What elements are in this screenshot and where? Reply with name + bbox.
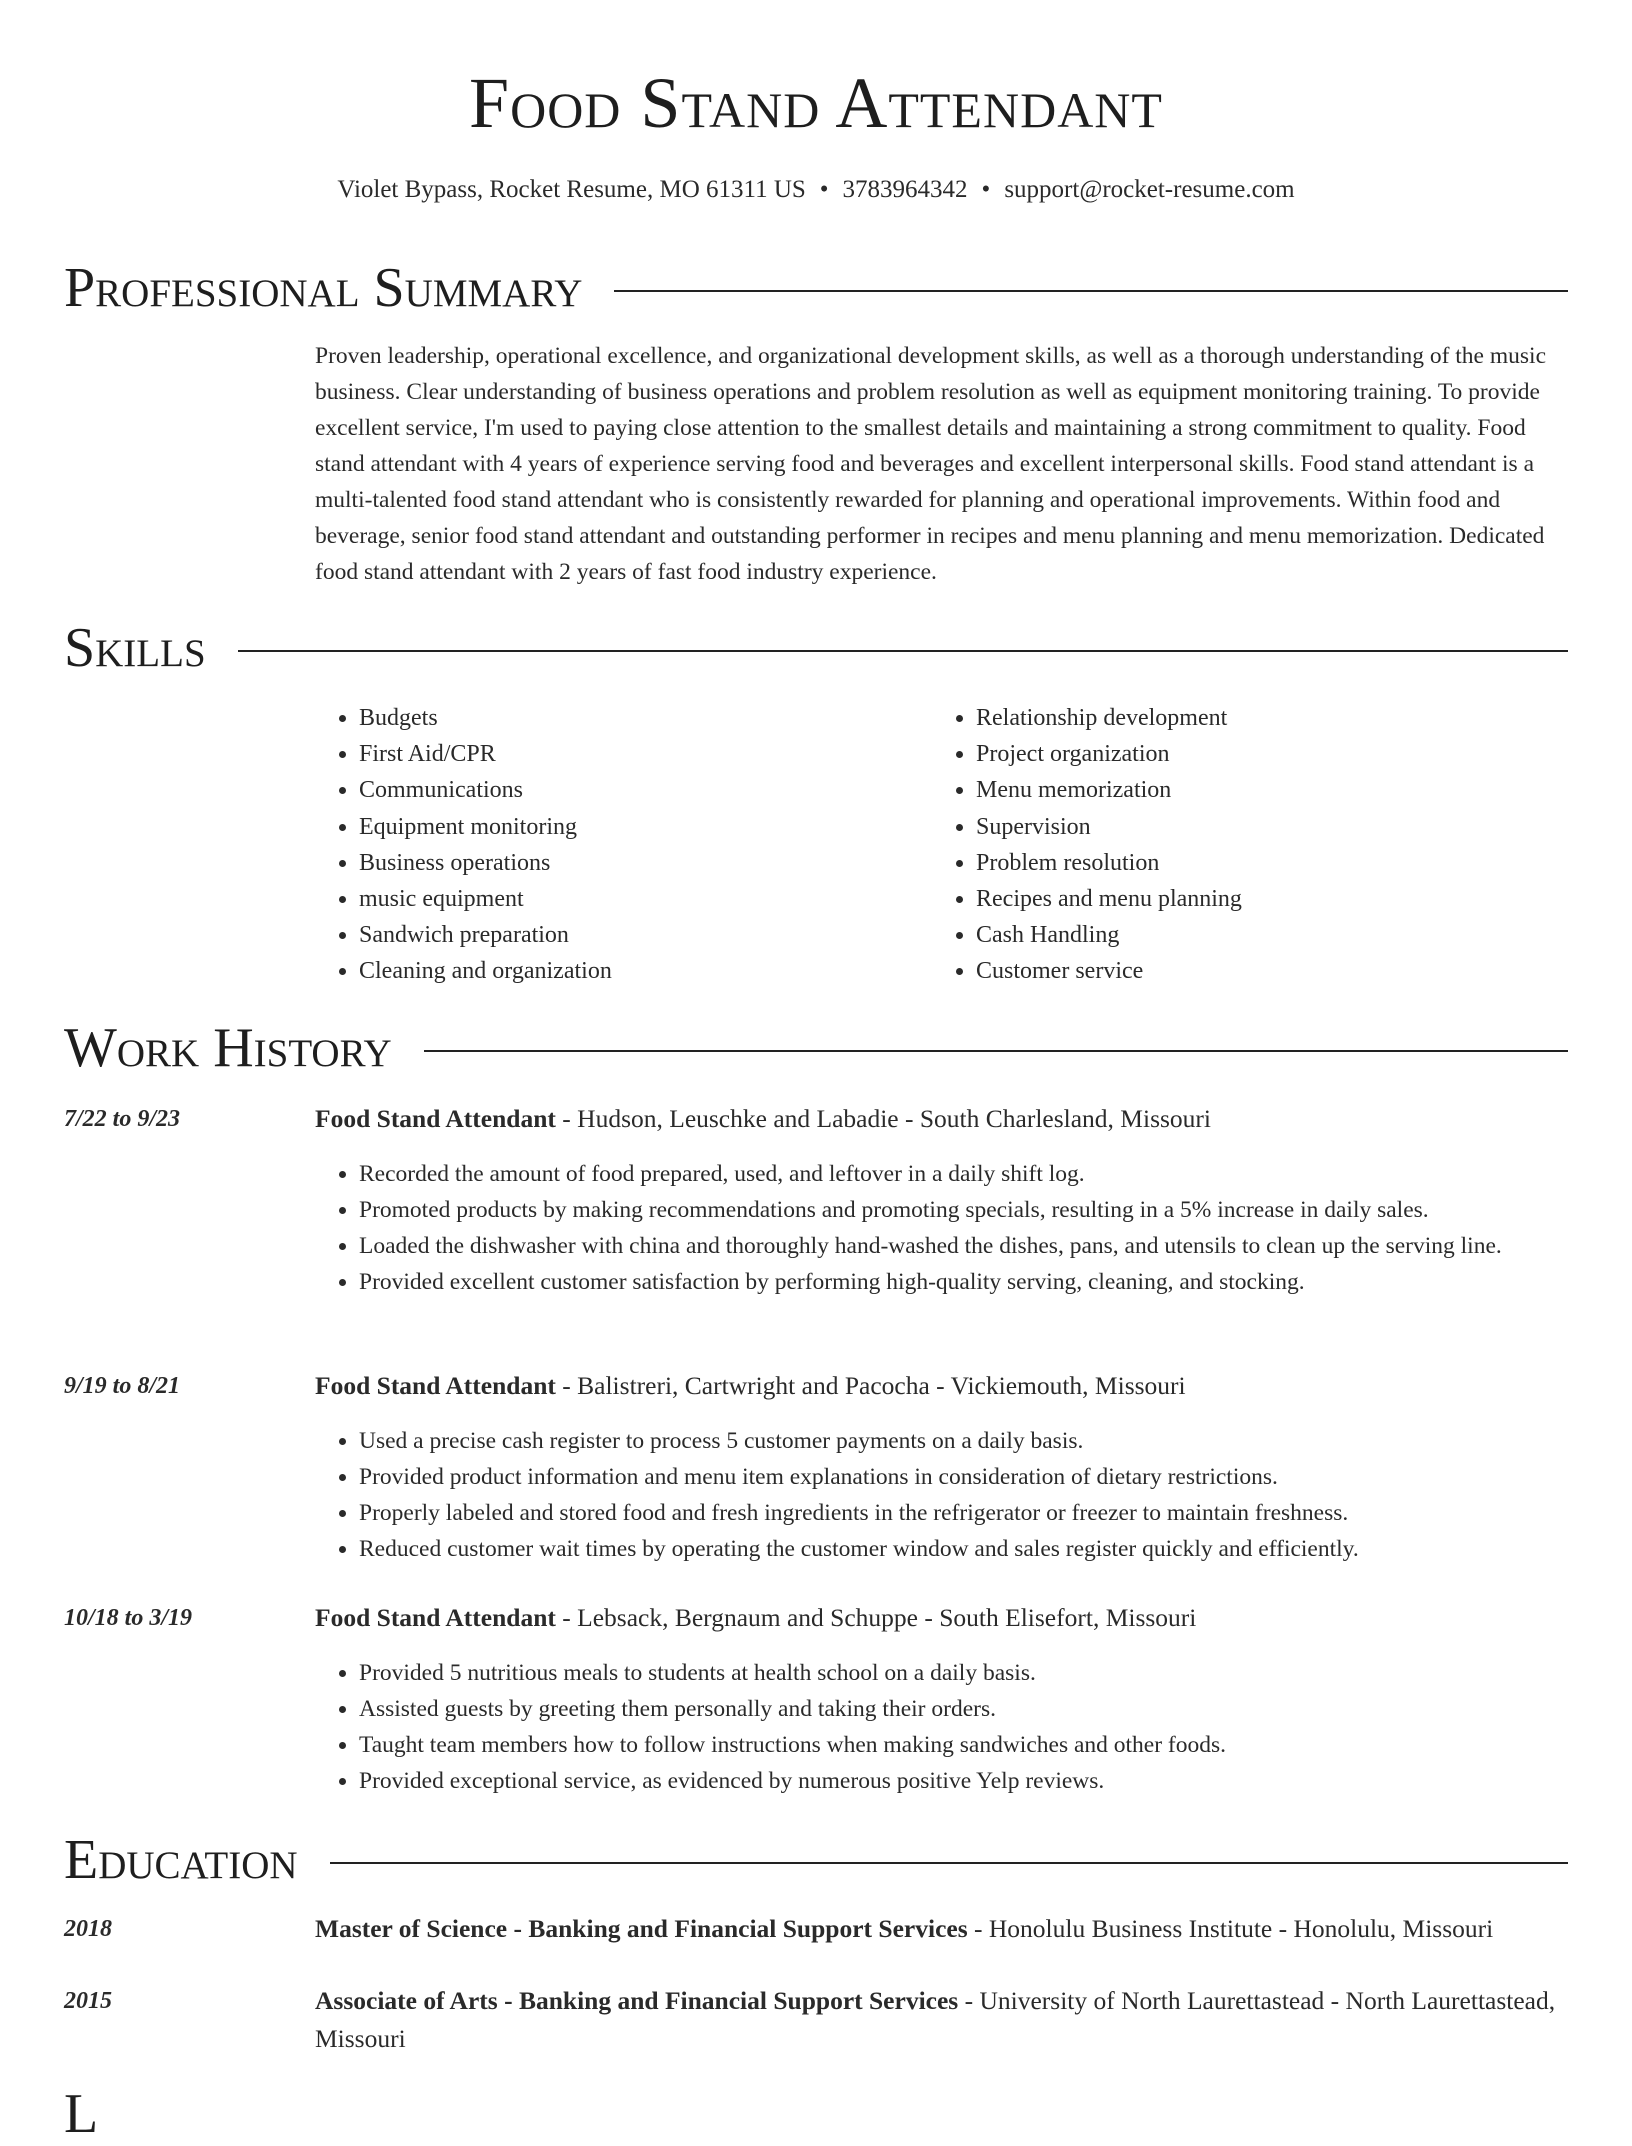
section-header-work bbox=[64, 1016, 1568, 1080]
section-title: Education bbox=[64, 1829, 298, 1891]
job-dates: 7/22 to 9/23 bbox=[64, 1106, 181, 1132]
skill-item: • music equipment bbox=[359, 881, 612, 917]
education-entry bbox=[315, 1982, 1570, 2058]
list-item: • Loaded the dishwasher with china and thoroughly hand-washed the dishes, pans, and utensils to clean up the serving line. bbox=[359, 1228, 1614, 1264]
list-item: • Taught team members how to follow instructions when making sandwiches and other foods. bbox=[359, 1727, 1614, 1763]
summary-text: Proven leadership, operational excellence, and organizational development skills, as well as a thorough understanding of the music business. Clear understanding of business operations and problem resolution as well as equipment monitoring training. To provide excellent service, I'm used to paying close attention to the smallest details and maintaining a strong commitment to quality. Food stand attendant with 4 years of experience serving food and beverages and excellent interpersonal skills. Food stand attendant is a multi-talented food stand attendant who is consistently rewarded for planning and operational improvements. Within food and beverage, senior food stand attendant and outstanding performer in recipes and menu planning and menu memorization. Dedicated food stand attendant with 2 years of fast food industry experience. bbox=[315, 343, 1546, 585]
skill-item: • Project organization bbox=[976, 736, 1242, 772]
section-header-skills bbox=[64, 616, 1568, 680]
candidate-name: Food Stand Attendant bbox=[469, 63, 1163, 143]
school: - University of North Laurettastead - North Laurettastead, Missouri bbox=[315, 1986, 1556, 2053]
job-bullets bbox=[315, 1423, 1614, 1567]
job-title: Food Stand Attendant bbox=[315, 1371, 556, 1400]
list-item: • Promoted products by making recommendations and promoting specials, resulting in a 5% increase in daily sales. bbox=[359, 1192, 1614, 1228]
job-bullets bbox=[315, 1655, 1614, 1799]
education-entry bbox=[315, 1910, 1570, 1948]
job-dates: 9/19 to 8/21 bbox=[64, 1373, 181, 1399]
list-item: • Recorded the amount of food prepared, used, and leftover in a daily shift log. bbox=[359, 1156, 1614, 1192]
job-employer: - Hudson, Leuschke and Labadie - South Charlesland, Missouri bbox=[555, 1104, 1211, 1133]
contact-line bbox=[0, 174, 1632, 206]
skill-item: • Business operations bbox=[359, 845, 612, 881]
separator: • bbox=[981, 176, 991, 203]
skill-item: • Budgets bbox=[359, 700, 612, 736]
skill-item: • Relationship development bbox=[976, 700, 1242, 736]
section-header-summary bbox=[64, 256, 1568, 320]
school: - Honolulu Business Institute - Honolulu, Missouri bbox=[967, 1914, 1494, 1943]
list-item: • Used a precise cash register to process 5 customer payments on a daily basis. bbox=[359, 1423, 1614, 1459]
address: Violet Bypass, Rocket Resume, MO 61311 US bbox=[337, 176, 806, 203]
list-item: • Provided exceptional service, as evidenced by numerous positive Yelp reviews. bbox=[359, 1763, 1614, 1799]
skill-item: • Communications bbox=[359, 772, 612, 808]
phone: 3783964342 bbox=[842, 176, 968, 203]
skill-item: • Menu memorization bbox=[976, 772, 1242, 808]
job-dates: 10/18 to 3/19 bbox=[64, 1605, 193, 1631]
degree: Master of Science - Banking and Financial Support Services bbox=[315, 1914, 968, 1943]
section-header-education bbox=[64, 1828, 1568, 1892]
separator: • bbox=[819, 176, 829, 203]
job-employer: - Lebsack, Bergnaum and Schuppe - South Elisefort, Missouri bbox=[555, 1603, 1197, 1632]
section-divider bbox=[614, 290, 1568, 292]
list-item: • Reduced customer wait times by operating the customer window and sales register quickly and efficiently. bbox=[359, 1531, 1614, 1567]
list-item: • Assisted guests by greeting them personally and taking their orders. bbox=[359, 1691, 1614, 1727]
email: support@rocket-resume.com bbox=[1004, 176, 1295, 203]
section-divider bbox=[330, 1862, 1568, 1864]
skill-item: • Supervision bbox=[976, 809, 1242, 845]
list-item: • Properly labeled and stored food and fresh ingredients in the refrigerator or freezer to maintain freshness. bbox=[359, 1495, 1614, 1531]
education-year: 2018 bbox=[64, 1916, 112, 1942]
job-bullets bbox=[315, 1156, 1614, 1300]
job-heading bbox=[315, 1367, 1570, 1405]
skill-item: • Sandwich preparation bbox=[359, 917, 612, 953]
job-heading bbox=[315, 1100, 1570, 1138]
skills-list-right bbox=[932, 700, 1242, 990]
list-item: • Provided product information and menu item explanations in consideration of dietary restrictions. bbox=[359, 1459, 1614, 1495]
job-heading bbox=[315, 1599, 1570, 1637]
job-title: Food Stand Attendant bbox=[315, 1104, 556, 1133]
degree: Associate of Arts - Banking and Financial Support Services bbox=[315, 1986, 959, 2015]
job-employer: - Balistreri, Cartwright and Pacocha - Vickiemouth, Missouri bbox=[555, 1371, 1186, 1400]
education-year: 2015 bbox=[64, 1988, 112, 2014]
section-title-partial: L bbox=[64, 2083, 99, 2145]
section-title: Skills bbox=[64, 617, 206, 679]
section-divider bbox=[424, 1050, 1568, 1052]
skill-item: • Cash Handling bbox=[976, 917, 1242, 953]
skill-item: • Customer service bbox=[976, 953, 1242, 989]
section-divider bbox=[238, 650, 1568, 652]
skill-item: • Problem resolution bbox=[976, 845, 1242, 881]
section-title: Professional Summary bbox=[64, 257, 583, 319]
job-title: Food Stand Attendant bbox=[315, 1603, 556, 1632]
skill-item: • Equipment monitoring bbox=[359, 809, 612, 845]
list-item: • Provided 5 nutritious meals to students at health school on a daily basis. bbox=[359, 1655, 1614, 1691]
section-title: Work History bbox=[64, 1017, 392, 1079]
skills-list-left bbox=[315, 700, 612, 990]
skill-item: • Cleaning and organization bbox=[359, 953, 612, 989]
skill-item: • First Aid/CPR bbox=[359, 736, 612, 772]
list-item: • Provided excellent customer satisfaction by performing high-quality serving, cleaning, and stocking. bbox=[359, 1264, 1614, 1300]
skill-item: • Recipes and menu planning bbox=[976, 881, 1242, 917]
